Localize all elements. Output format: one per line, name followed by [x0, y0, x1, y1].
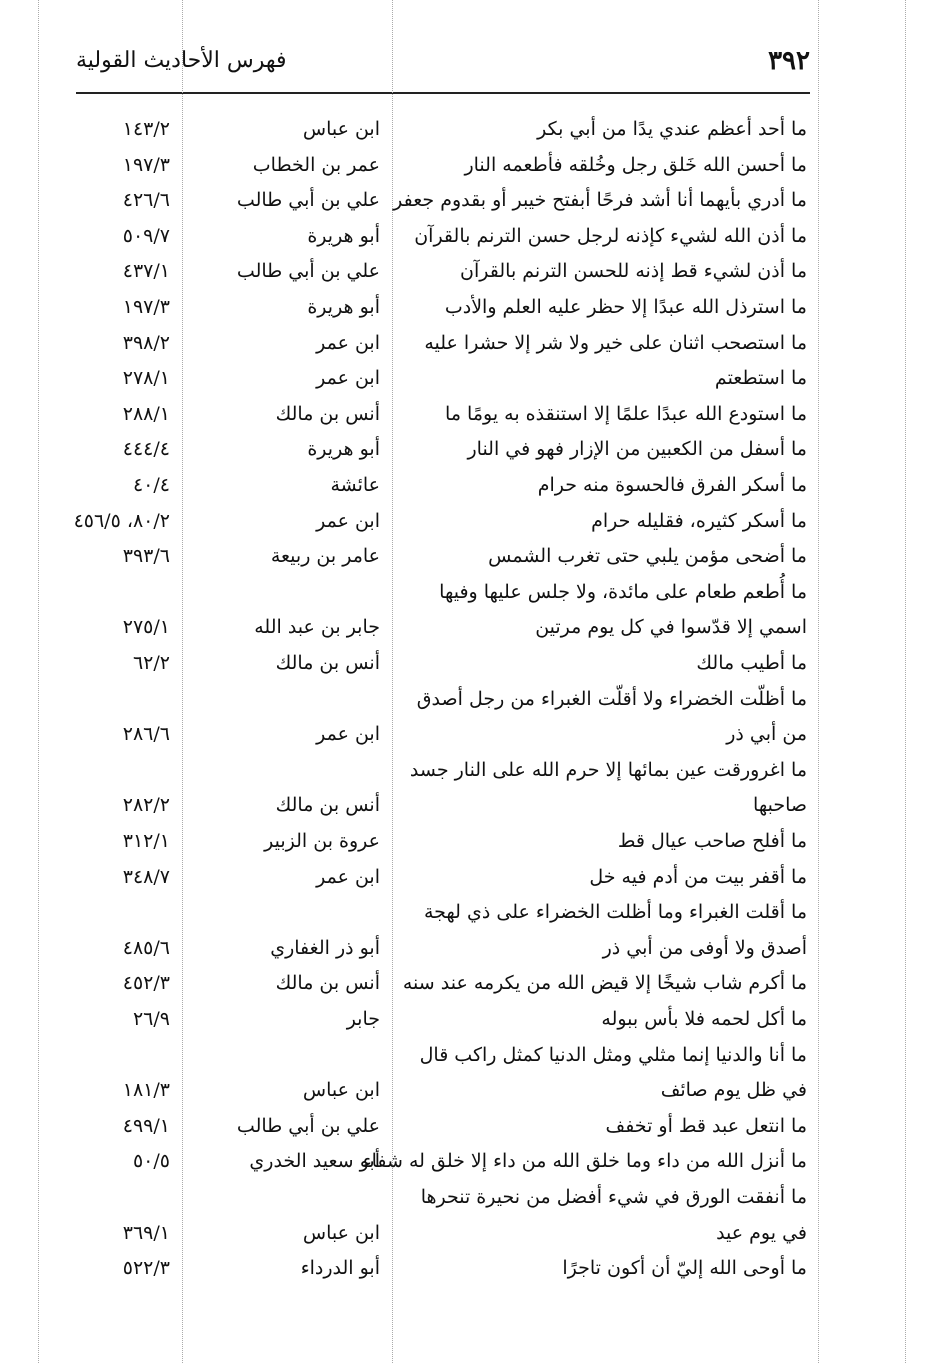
narrator-name: أبو ذر الغفاري — [270, 936, 380, 959]
narrator-name: عمر بن الخطاب — [252, 153, 380, 176]
narrator-name: ابن عمر — [316, 367, 380, 390]
volume-page-ref: ١٤٣/٢ — [122, 118, 170, 140]
volume-page-ref: ١٩٧/٣ — [122, 296, 170, 318]
narrator-name: عائشة — [330, 474, 380, 496]
narrator-name: ابن عباس — [302, 1221, 380, 1244]
narrator-name: أنس بن مالك — [275, 402, 380, 425]
hadith-text-line: ما أسكر الفرق فالحسوة منه حرام — [537, 474, 807, 496]
volume-page-ref: ٣١٢/١ — [122, 830, 170, 852]
narrator-name: أبو هريرة — [307, 224, 380, 247]
hadith-text-line: ما أنا والدنيا إنما مثلي ومثل الدنيا كمثل راكب قال — [419, 1043, 807, 1066]
hadith-text-line: ما أحد أعظم عندي يدًا من أبي بكر — [537, 118, 807, 140]
hadith-text-line: ما أسكر كثيره، فقليله حرام — [591, 509, 807, 532]
hadith-text-line: أصدق ولا أوفى من أبي ذر — [602, 936, 807, 959]
running-title: فهرس الأحاديث القولية — [76, 48, 287, 73]
narrator-name: أنس بن مالك — [275, 652, 380, 674]
narrator-name: علي بن أبي طالب — [236, 189, 380, 212]
narrator-name: عامر بن ربيعة — [270, 545, 380, 568]
volume-page-ref: ٤٨٥/٦ — [122, 936, 170, 959]
volume-page-ref: ١٩٧/٣ — [122, 153, 170, 176]
narrator-name: ابن عباس — [302, 118, 380, 140]
narrator-name: أبو سعيد الخدري — [249, 1150, 380, 1173]
narrator-name: أبو هريرة — [307, 296, 380, 318]
hadith-text-line: ما أنزل الله من داء وما خلق الله من داء إلا خلق له شفاء — [362, 1150, 807, 1173]
volume-page-ref: ٢٨٢/٢ — [122, 794, 170, 817]
hadith-text-line: ما أذن الله لشيء كإذنه لرجل حسن الترنم بالقرآن — [414, 224, 807, 247]
narrator-name: أنس بن مالك — [275, 972, 380, 995]
volume-page-ref: ٤٩٩/١ — [122, 1114, 170, 1137]
hadith-text-line: في ظل يوم صائف — [660, 1079, 807, 1102]
volume-page-ref: ٢٨٦/٦ — [122, 723, 170, 746]
hadith-text-line: ما أُطعم طعام على مائدة، ولا جلس عليها وفيها — [439, 580, 807, 603]
volume-page-ref: ٨٠/٢، ٤٥٦/٥ — [73, 509, 170, 532]
narrator-name: ابن عباس — [302, 1079, 380, 1102]
narrator-name: ابن عمر — [316, 331, 380, 354]
hadith-text-line: صاحبها — [753, 794, 807, 817]
narrator-name: عروة بن الزبير — [264, 830, 380, 852]
narrator-name: جابر بن عبد الله — [254, 616, 380, 639]
hadith-text-line: ما استصحب اثنان على خير ولا شر إلا حشرا عليه — [424, 331, 807, 354]
narrator-name: جابر — [346, 1008, 380, 1030]
narrator-name: ابن عمر — [316, 865, 380, 888]
volume-page-ref: ١٨١/٣ — [122, 1079, 170, 1102]
hadith-text-line: ما أوحى الله إليّ أن أكون تاجرًا — [562, 1257, 807, 1280]
narrator-name: ابن عمر — [316, 723, 380, 746]
hadith-text-line: ما أذن لشيء قط إذنه للحسن الترنم بالقرآن — [460, 260, 807, 283]
volume-page-ref: ٢٧٨/١ — [122, 367, 170, 390]
hadith-text-line: ما انتعل عبد قط أو تخفف — [605, 1114, 807, 1137]
hadith-text-line: ما أسفل من الكعبين من الإزار فهو في النار — [467, 438, 807, 461]
volume-page-ref: ٤٠/٤ — [132, 474, 170, 496]
hadith-text-line: ما اغرورقت عين بمائها إلا حرم الله على النار جسد — [409, 758, 807, 781]
hadith-text-line: ما استطعتم — [714, 367, 807, 390]
narrator-name: ابن عمر — [316, 509, 380, 532]
hadith-text-line: في يوم عيد — [716, 1221, 807, 1244]
hadith-text-line: ما أظلّت الخضراء ولا أقلّت الغبراء من رجل أصدق — [416, 687, 807, 710]
volume-page-ref: ٣٩٨/٢ — [122, 331, 170, 354]
volume-page-ref: ٣٩٣/٦ — [122, 545, 170, 568]
hadith-text-line: اسمي إلا قدّسوا في كل يوم مرتين — [535, 616, 807, 639]
hadith-text-line: ما أنفقت الورق في شيء أفضل من نحيرة تنحرها — [420, 1186, 807, 1208]
hadith-text-line: ما أفلح صاحب عيال قط — [617, 830, 807, 852]
hadith-text-line: ما استرذل الله عبدًا إلا حظر عليه العلم والأدب — [444, 296, 807, 318]
hadith-text-line: ما أقلت الغبراء وما أظلت الخضراء على ذي لهجة — [423, 901, 807, 924]
volume-page-ref: ٣٤٨/٧ — [122, 865, 170, 888]
volume-page-ref: ٤٥٢/٣ — [122, 972, 170, 995]
hadith-text-line: من أبي ذر — [726, 723, 807, 746]
hadith-text-line: ما أضحى مؤمن يلبي حتى تغرب الشمس — [488, 545, 807, 568]
hadith-text-line: ما أطيب مالك — [696, 652, 807, 674]
hadith-text-line: ما أقفر بيت من أدم فيه خل — [589, 865, 807, 888]
narrator-name: أنس بن مالك — [275, 794, 380, 817]
hadith-text-line: ما أدري بأيهما أنا أشد فرحًا أبفتح خيبر أو بقدوم جعفر — [393, 189, 807, 212]
volume-page-ref: ٢٧٥/١ — [122, 616, 170, 639]
volume-page-ref: ٥٢٢/٣ — [122, 1257, 170, 1280]
hadith-text-line: ما أكل لحمه فلا بأس ببوله — [601, 1008, 807, 1030]
narrator-name: أبو هريرة — [307, 438, 380, 461]
volume-page-ref: ٣٦٩/١ — [122, 1221, 170, 1244]
volume-page-ref: ٢٨٨/١ — [122, 402, 170, 425]
hadith-text-line: ما أحسن الله خَلق رجل وخُلقه فأطعمه النار — [464, 153, 807, 176]
volume-page-ref: ٦٢/٢ — [132, 652, 170, 674]
volume-page-ref: ٤٣٧/١ — [122, 260, 170, 283]
volume-page-ref: ٤٢٦/٦ — [122, 189, 170, 212]
hadith-text-line: ما أكرم شاب شيخًا إلا قيض الله من يكرمه عند سنه — [402, 972, 807, 995]
volume-page-ref: ٤٤٤/٤ — [122, 438, 170, 461]
hadith-text-line: ما استودع الله عبدًا علمًا إلا استنقذه به يومًا ما — [445, 402, 807, 425]
volume-page-ref: ٥٠/٥ — [132, 1150, 170, 1173]
narrator-name: أبو الدرداء — [300, 1257, 380, 1280]
narrator-name: علي بن أبي طالب — [236, 260, 380, 283]
page-number: ٣٩٢ — [768, 46, 810, 76]
narrator-name: علي بن أبي طالب — [236, 1114, 380, 1137]
volume-page-ref: ٢٦/٩ — [132, 1008, 170, 1030]
volume-page-ref: ٥٠٩/٧ — [122, 224, 170, 247]
